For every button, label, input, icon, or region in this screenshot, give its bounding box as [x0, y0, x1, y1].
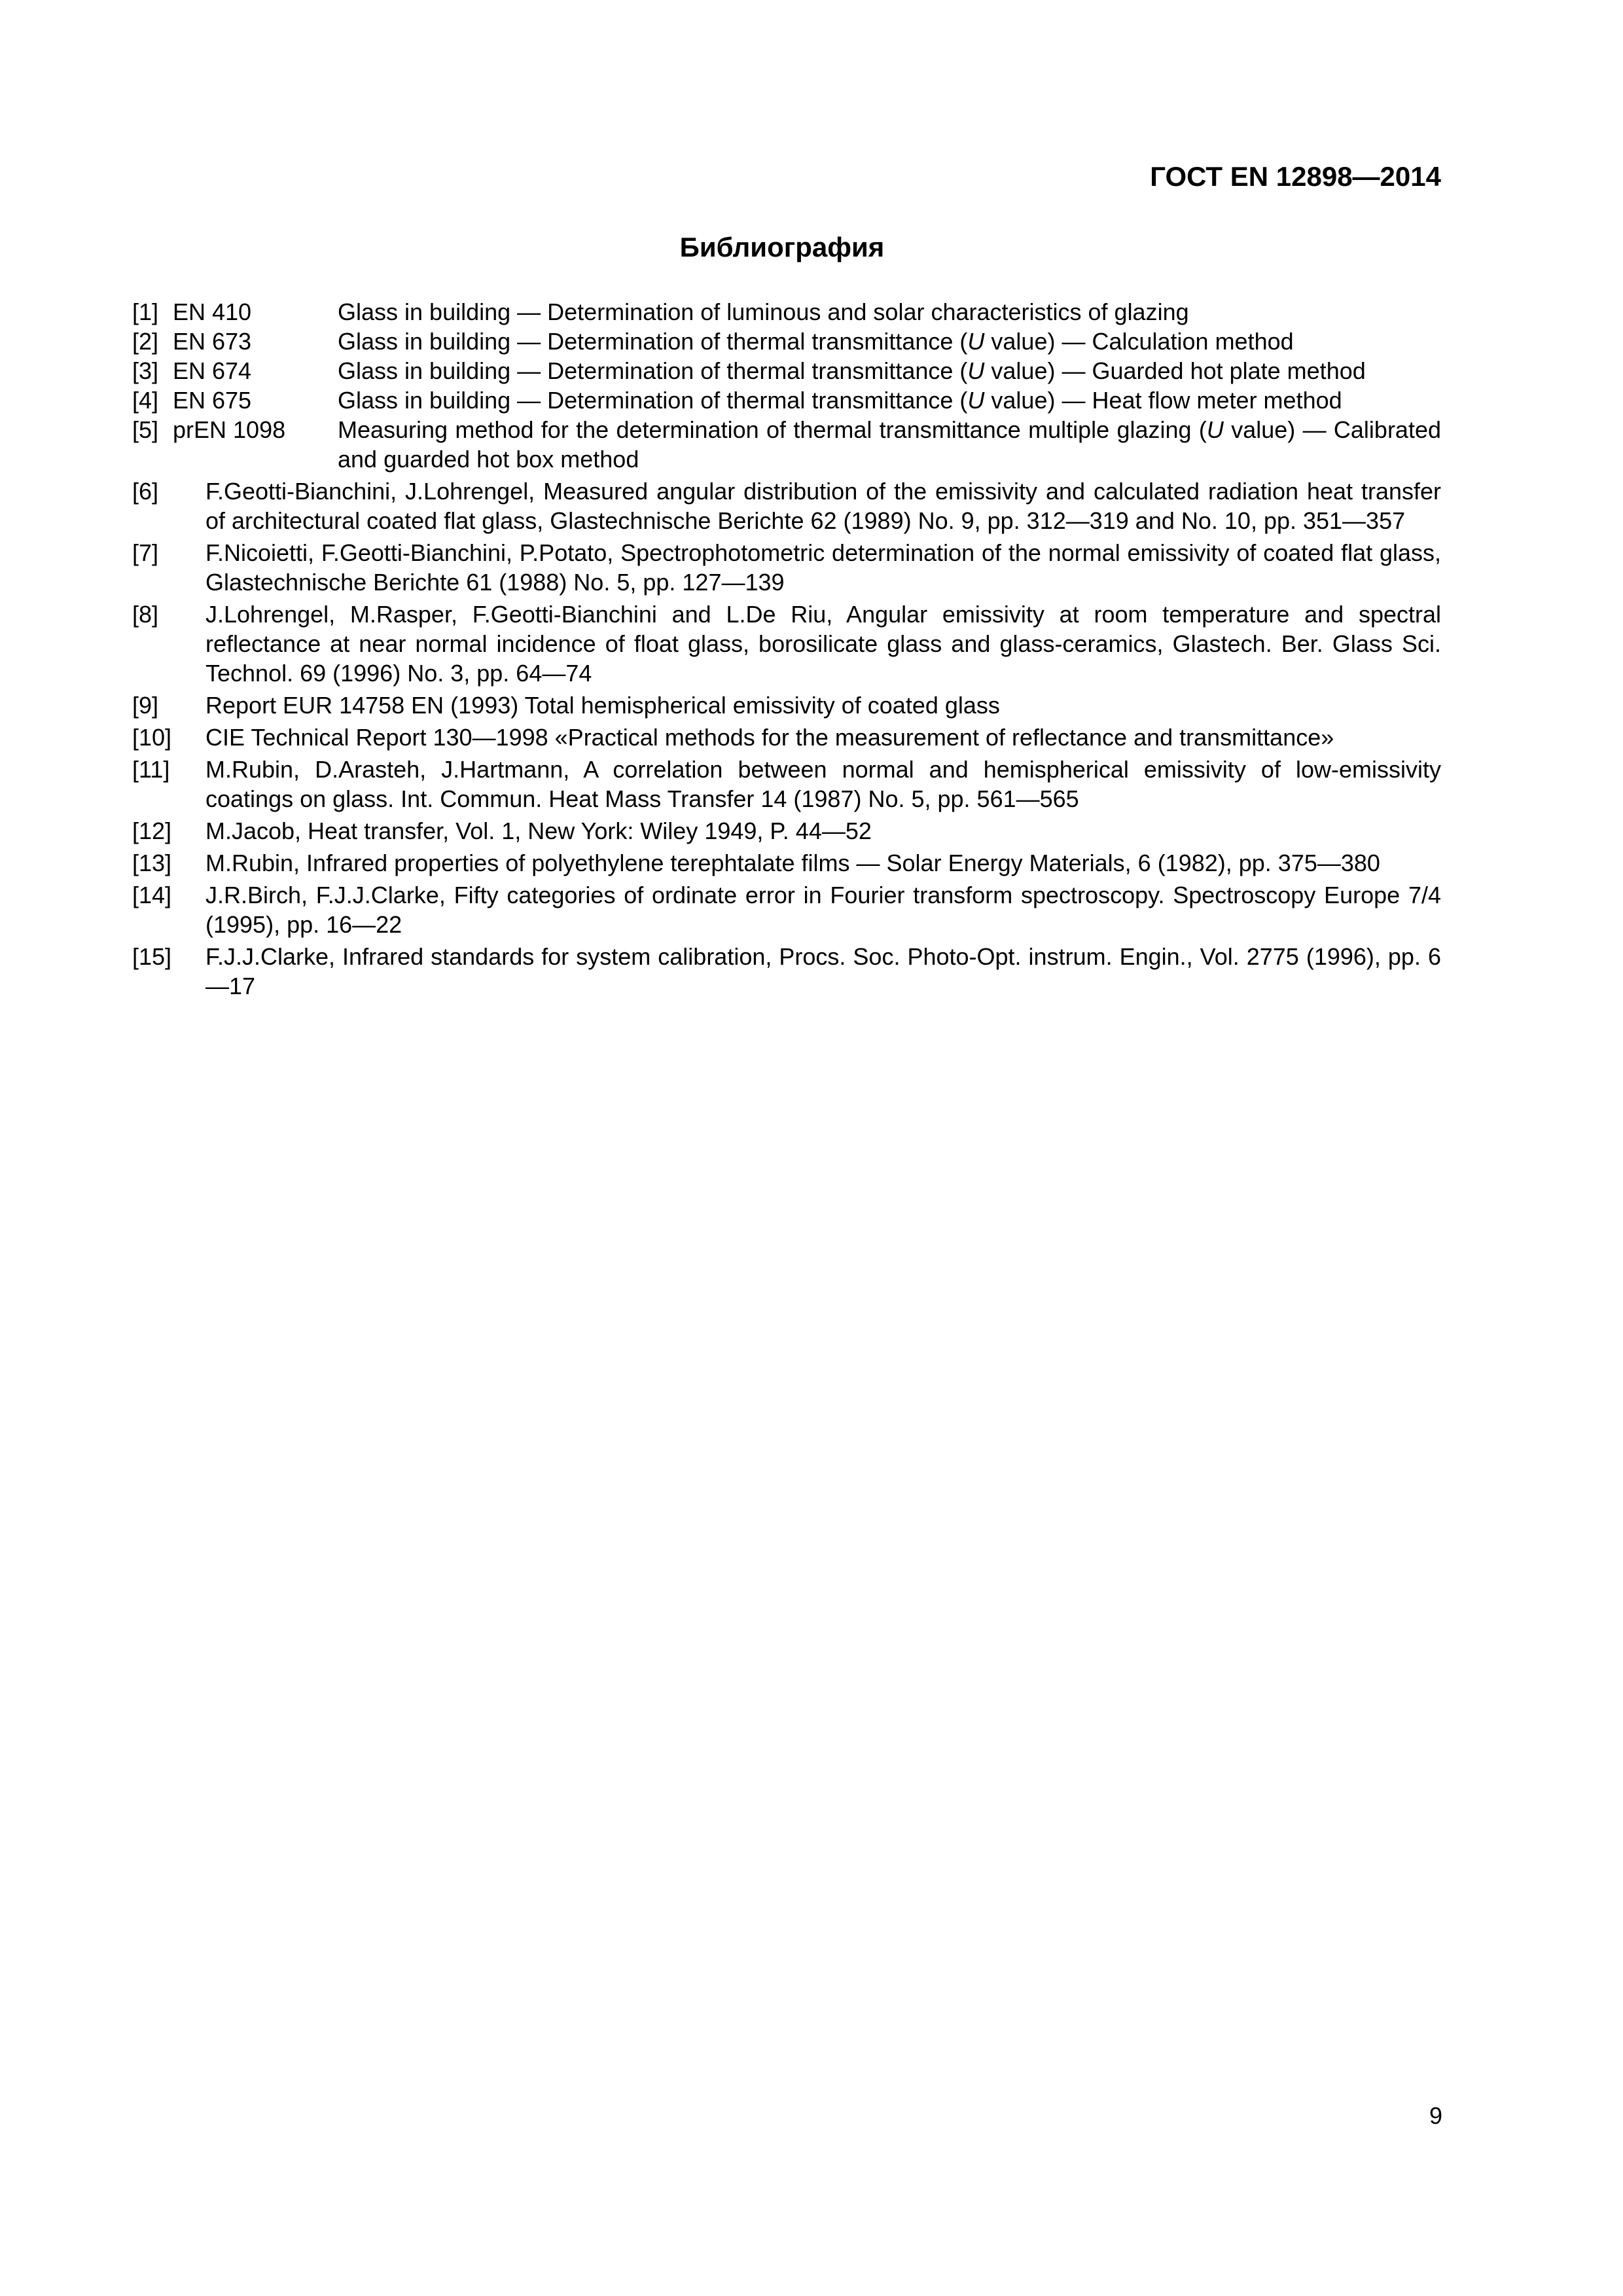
entry-text: F.Nicoietti, F.Geotti-Bianchini, P.Potato, Spectrophotometric determination of the normal emissivity of coated flat glass, Glastechnische Berichte 61 (1988) No. 5, pp. 127—139	[205, 539, 1441, 596]
u-value-symbol: U	[1206, 416, 1224, 443]
entry-number: [14]	[132, 882, 172, 908]
entry-number: [15]	[132, 943, 172, 970]
references-list	[132, 476, 1441, 1001]
entry-number: [6]	[132, 478, 159, 505]
entry-number: [2]	[132, 328, 159, 355]
entry-number: [3]	[132, 357, 159, 384]
entry-text-part: Glass in building — Determination of luminous and solar characteristics of glazing	[338, 298, 1189, 325]
page-title: Библиография	[679, 232, 885, 262]
bibliography-entry	[132, 942, 1441, 1001]
entry-number: [5]	[132, 416, 159, 443]
bibliography-entry	[132, 755, 1441, 814]
entry-text: M.Jacob, Heat transfer, Vol. 1, New York: Wiley 1949, P. 44—52	[205, 817, 872, 844]
bibliography-entry	[132, 538, 1441, 597]
entry-text: F.Geotti-Bianchini, J.Lohrengel, Measured angular distribution of the emissivity and calculated radiation heat transfer of architectural coated flat glass, Glastechnische Berichte 62 (1989) No. 9, pp. 312—319 and No. 10, pp. 351—357	[205, 478, 1441, 534]
bibliography-entry	[132, 816, 1441, 846]
bibliography	[132, 297, 1441, 1001]
standard-code: prEN 1098	[173, 416, 286, 443]
entry-text	[338, 386, 1441, 415]
bibliography-entry	[132, 327, 1441, 356]
bibliography-entry	[132, 880, 1441, 939]
entry-text-part: Glass in building — Determination of thermal transmittance (	[338, 357, 968, 384]
standard-code: EN 410	[173, 298, 252, 325]
bibliography-entry	[132, 691, 1441, 720]
entry-text-part: value) — Calculation method	[984, 328, 1294, 355]
entry-number: [8]	[132, 601, 159, 628]
standards-list	[132, 297, 1441, 474]
entry-number: [12]	[132, 817, 172, 844]
standard-code: EN 674	[173, 357, 252, 384]
entry-text-part: value) — Heat flow meter method	[984, 387, 1342, 414]
entry-number: [13]	[132, 850, 172, 876]
entry-text: J.Lohrengel, M.Rasper, F.Geotti-Bianchini and L.De Riu, Angular emissivity at room temperature and spectral reflectance at near normal incidence of float glass, borosilicate glass and glass-ceramics, Glastech. Ber. Glass Sci. Technol. 69 (1996) No. 3, pp. 64—74	[205, 601, 1441, 687]
entry-text-part: Measuring method for the determination of thermal transmittance multiple glazing (	[338, 416, 1207, 443]
u-value-symbol: U	[967, 328, 985, 355]
bibliography-entry	[132, 476, 1441, 535]
entry-number: [10]	[132, 724, 172, 751]
entry-number: [4]	[132, 387, 159, 414]
entry-number: [7]	[132, 539, 159, 566]
bibliography-entry	[132, 848, 1441, 878]
bibliography-entry	[132, 723, 1441, 752]
entry-text	[338, 356, 1441, 386]
entry-text: Report EUR 14758 EN (1993) Total hemispherical emissivity of coated glass	[205, 692, 1000, 719]
entry-text-part: value) — Calibrated and guarded hot box method	[338, 416, 1441, 473]
entry-number: [11]	[132, 756, 170, 783]
entry-text: M.Rubin, D.Arasteh, J.Hartmann, A correlation between normal and hemispherical emissivity of low-emissivity coatings on glass. Int. Commun. Heat Mass Transfer 14 (1987) No. 5, pp. 561—565	[205, 756, 1441, 812]
bibliography-entry	[132, 386, 1441, 415]
entry-number: [1]	[132, 298, 159, 325]
entry-text-part: value) — Guarded hot plate method	[984, 357, 1366, 384]
entry-text-part: Glass in building — Determination of thermal transmittance (	[338, 387, 968, 414]
entry-text	[338, 327, 1441, 356]
standard-code: EN 673	[173, 328, 252, 355]
bibliography-entry	[132, 600, 1441, 688]
page-number: 9	[1429, 2102, 1442, 2129]
entry-text	[338, 297, 1441, 327]
u-value-symbol: U	[967, 357, 985, 384]
entry-text: CIE Technical Report 130—1998 «Practical methods for the measurement of reflectance and transmittance»	[205, 724, 1334, 751]
bibliography-entry	[132, 356, 1441, 386]
bibliography-entry	[132, 415, 1441, 474]
document-header: ГОСТ EN 12898—2014	[1150, 161, 1441, 192]
entry-number: [9]	[132, 692, 159, 719]
entry-text: J.R.Birch, F.J.J.Clarke, Fifty categories of ordinate error in Fourier transform spectroscopy. Spectroscopy Europe 7/4 (1995), pp. 16—22	[205, 882, 1441, 938]
bibliography-entry	[132, 297, 1441, 327]
entry-text: M.Rubin, Infrared properties of polyethylene terephtalate films — Solar Energy Materials, 6 (1982), pp. 375—380	[205, 850, 1380, 876]
standard-code: EN 675	[173, 387, 252, 414]
entry-text	[338, 415, 1441, 474]
entry-text: F.J.J.Clarke, Infrared standards for system calibration, Procs. Soc. Photo-Opt. instrum. Engin., Vol. 2775 (1996), pp. 6—17	[205, 943, 1441, 999]
u-value-symbol: U	[967, 387, 985, 414]
entry-text-part: Glass in building — Determination of thermal transmittance (	[338, 328, 968, 355]
